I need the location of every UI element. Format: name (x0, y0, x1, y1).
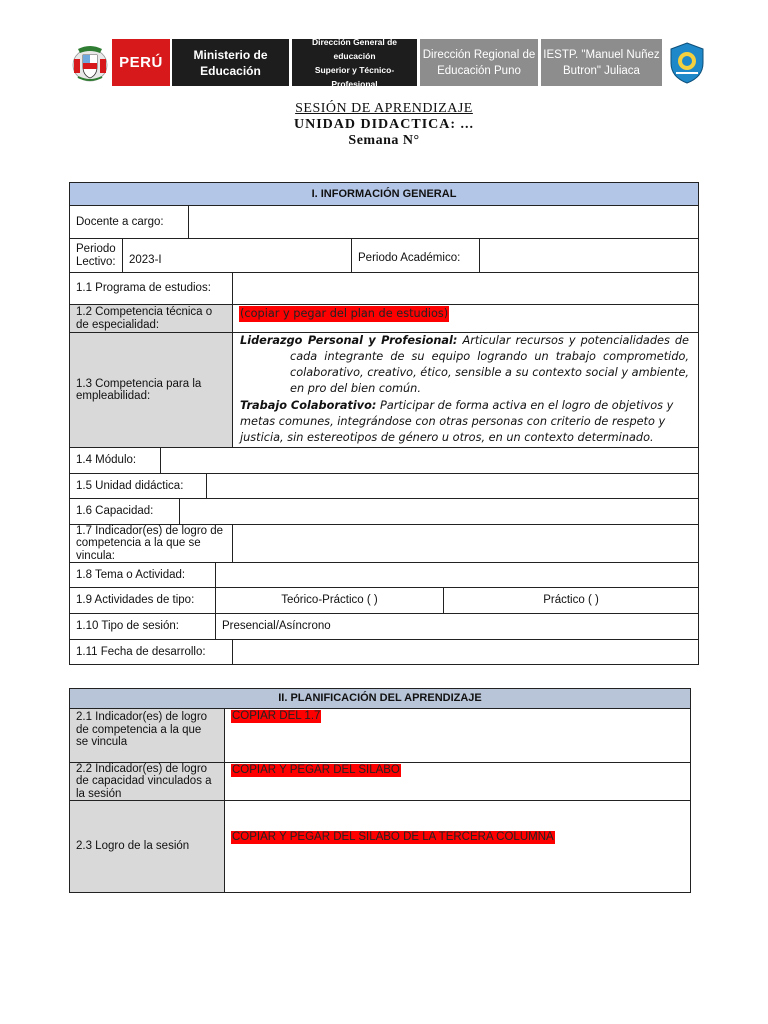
competencia-tecnica-field[interactable] (233, 305, 699, 333)
dgesutp-label: Dirección General de educación Superior y Técnico-Profesional (289, 39, 417, 86)
programa-label: 1.1 Programa de estudios: (70, 273, 233, 305)
unidad-label: 1.5 Unidad didáctica: (70, 474, 207, 499)
indicador-field[interactable] (233, 525, 699, 563)
empleabilidad-label: 1.3 Competencia para la empleabilidad: (70, 333, 233, 448)
colaborativo-line3: justicia, sin estereotipos de género u otros, en un contexto determinado. (240, 431, 654, 444)
liderazgo-line2: cada integrante de su equipo logrando un trabajo comprometido, (290, 350, 689, 363)
indicador-label: 1.7 Indicador(es) de logro de competencia a la que se vincula: (70, 525, 233, 563)
fecha-field[interactable] (233, 640, 699, 665)
docente-label: Docente a cargo: (70, 206, 189, 239)
competencia-tecnica-placeholder: (copiar y pegar del plan de estudios) (240, 307, 449, 320)
indicador-competencia-field[interactable] (225, 709, 691, 763)
colaborativo-line1: Participar de forma activa en el logro de objetivos y (380, 399, 674, 412)
programa-field[interactable] (233, 273, 699, 305)
logro-sesion-label: 2.3 Logro de la sesión (70, 801, 225, 893)
competencia-tecnica-label: 1.2 Competencia técnica o de especialidad: (70, 305, 233, 333)
colaborativo-line2: metas comunes, integrándose con otras personas con criterio de respeto y (240, 415, 666, 428)
logro-sesion-placeholder: COPIAR Y PEGAR DEL SILABO DE LA TERCERA COLUMNA (232, 831, 554, 843)
indicador-competencia-label: 2.1 Indicador(es) de logro de competencia a la que se vincula (70, 709, 225, 763)
unidad-field[interactable] (207, 474, 699, 499)
indicador-capacidad-field[interactable] (225, 763, 691, 801)
drep-label: Dirección Regional de Educación Puno (417, 39, 538, 86)
indicador-capacidad-placeholder: COPIAR Y PEGAR DEL SILABO (232, 764, 400, 776)
title-sesion: SESIÓN DE APRENDIZAJE (295, 101, 473, 116)
section2-heading: II. PLANIFICACIÓN DEL APRENDIZAJE (70, 689, 691, 709)
modulo-label: 1.4 Módulo: (70, 448, 161, 474)
section1-heading: I. INFORMACIÓN GENERAL (70, 183, 699, 206)
tipo-sesion-value[interactable]: Presencial/Asíncrono (216, 614, 699, 640)
iestp-emblem-icon (662, 39, 711, 86)
liderazgo-line3: colaborativo, creativo, ético, sensible a su contexto social y ambiente, (290, 366, 689, 379)
peru-coat-of-arms-icon (68, 39, 112, 86)
header-banner (68, 36, 711, 89)
teorico-practico-option[interactable]: Teórico-Práctico ( ) (216, 588, 444, 614)
informacion-general-table (69, 182, 699, 665)
liderazgo-title: Liderazgo Personal y Profesional: (240, 334, 458, 347)
ministerio-educacion-label: Ministerio de Educación (170, 39, 289, 86)
planificacion-table (69, 688, 691, 893)
empleabilidad-field[interactable] (233, 333, 699, 448)
fecha-label: 1.11 Fecha de desarrollo: (70, 640, 233, 665)
periodo-academico-field[interactable] (480, 239, 699, 273)
tema-label: 1.8 Tema o Actividad: (70, 563, 216, 588)
logro-sesion-field[interactable] (225, 801, 691, 893)
title-unidad: UNIDAD DIDACTICA: ... (293, 117, 475, 132)
iestp-label: IESTP. "Manuel Nuñez Butron" Juliaca (538, 39, 662, 86)
periodo-lectivo-value[interactable]: 2023-I (123, 239, 352, 273)
capacidad-label: 1.6 Capacidad: (70, 499, 180, 525)
colaborativo-title: Trabajo Colaborativo: (240, 399, 377, 412)
document-titles (0, 101, 768, 149)
periodo-academico-label: Periodo Académico: (352, 239, 480, 273)
peru-label: PERÚ (112, 39, 170, 86)
tipo-sesion-label: 1.10 Tipo de sesión: (70, 614, 216, 640)
periodo-lectivo-label: Periodo Lectivo: (70, 239, 123, 273)
modulo-field[interactable] (161, 448, 699, 474)
indicador-capacidad-label: 2.2 Indicador(es) de logro de capacidad vinculados a la sesión (70, 763, 225, 801)
liderazgo-line1: Articular recursos y potencialidades de (462, 334, 689, 347)
capacidad-field[interactable] (180, 499, 699, 525)
liderazgo-line4: en pro del bien común. (290, 382, 421, 395)
practico-option[interactable]: Práctico ( ) (444, 588, 699, 614)
actividades-label: 1.9 Actividades de tipo: (70, 588, 216, 614)
indicador-competencia-placeholder: COPIAR DEL 1.7 (232, 710, 321, 722)
tema-field[interactable] (216, 563, 699, 588)
title-semana: Semana N° (348, 133, 420, 148)
docente-field[interactable] (189, 206, 699, 239)
